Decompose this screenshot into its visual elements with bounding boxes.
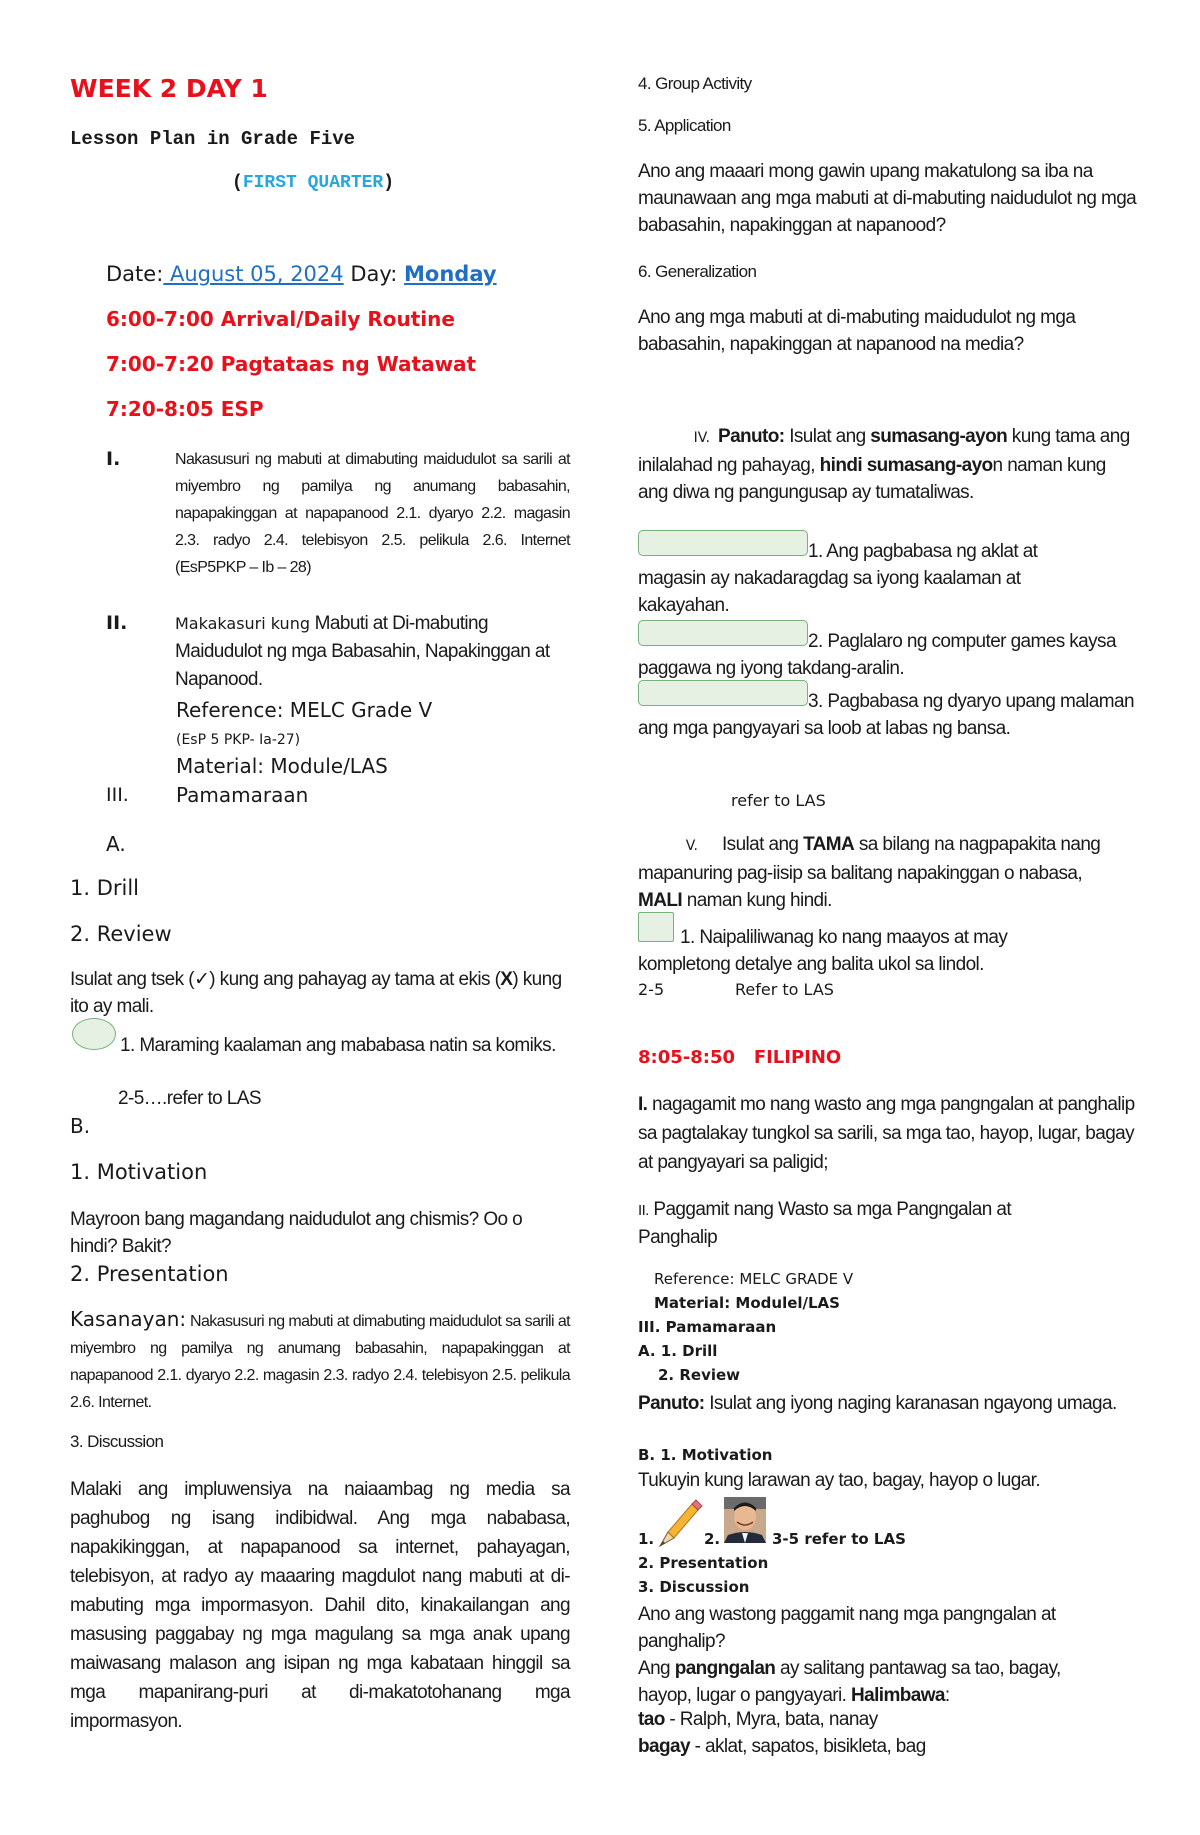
example-bagay: bagay - aklat, sapatos, bisikleta, bag (638, 1736, 926, 1757)
kasanayan-label: Kasanayan: (70, 1307, 187, 1331)
person-photo (724, 1497, 766, 1543)
roman-one: I. (106, 448, 121, 470)
check-icon: ✓ (193, 969, 210, 990)
presentation-heading: 2. Presentation (70, 1262, 229, 1286)
schedule-flag: 7:00-7:20 Pagtataas ng Watawat (106, 352, 477, 376)
roman-five: V. (685, 838, 698, 854)
group-activity: 4. Group Activity (638, 74, 752, 93)
panuto-iv: IV. Panuto: Isulat ang sumasang-ayon kung tama ang inilalahad ng pahayag, hindi sumasang-ayon naman kung ang diwa ng pangungusap ay tumataliwas. (638, 426, 1130, 503)
quarter-label: FIRST QUARTER (242, 173, 384, 193)
roman-three: III. (106, 784, 129, 806)
filipino-content: II. Paggamit nang Wasto sa mga Pangngalan at Panghalip (638, 1199, 1012, 1248)
iv-item-3: 3. Pagbabasa ng dyaryo upang malaman ang mga pangyayari sa loob at labas ng bansa. (638, 691, 1134, 739)
filipino-time: 8:05-8:50 FILIPINO (638, 1047, 842, 1068)
review-item-2-5: 2-5….refer to LAS (118, 1088, 261, 1109)
section-b: B. (70, 1114, 91, 1138)
date-line (106, 262, 497, 286)
filipino-reference: Reference: MELC GRADE V (654, 1270, 854, 1288)
discussion-heading: 3. Discussion (70, 1432, 164, 1451)
generalization-question: Ano ang mga mabuti at di-mabuting maidudulot ng mga babasahin, napakinggan at napanood na media? (638, 307, 1076, 355)
filipino-review: 2. Review (658, 1366, 741, 1384)
pencil-icon (654, 1496, 704, 1550)
iv-item-2: 2. Paglalaro ng computer games kaysa paggawa ng iyong takdang-aralin. (638, 631, 1116, 679)
discussion-text: Malaki ang impluwensiya na naiaambag ng media sa paghubog ng isang indibidwal. Ang mga nababasa, napakikinggan, at napapanood sa internet, pahayagan, telebisyon, at radyo ay maaaring magdulot nang mabuti at di-mabuting mga impormasyon. Dahil dito, kinakailangan ang masusing paggabay ng mga magulang sa mga anak upang maiwasang malason ang isipan ng mga kabataan hinggil sa mga mapanirang-puri at di-makatotohanang mga impormasyon. (70, 1479, 570, 1732)
filipino-discussion-question: Ano ang wastong paggamit nang mga pangngalan at panghalip? (638, 1604, 1056, 1652)
filipino-panuto: Panuto: Isulat ang iyong naging karanasan ngayong umaga. (638, 1393, 1117, 1414)
filipino-discussion: 3. Discussion (638, 1578, 750, 1596)
filipino-objective: I. nagagamit mo nang wasto ang mga pangngalan at panghalip sa pagtalakay tungkol sa sarili, sa mga tao, hayop, lugar, bagay at pangyayari sa paligid; (638, 1094, 1135, 1173)
schedule-esp: 7:20-8:05 ESP (106, 397, 264, 421)
date-value: August 05, 2024 (163, 262, 344, 286)
section-a: A. (106, 832, 126, 856)
motivation-heading: 1. Motivation (70, 1160, 208, 1184)
review-instruction: Isulat ang tsek (✓) kung ang pahayag ay tama at ekis (X) kung ito ay mali. (70, 969, 562, 1017)
roman-two: II. (106, 612, 128, 634)
pic-refer: 3-5 refer to LAS (772, 1530, 906, 1548)
roman-four: IV. (693, 430, 710, 446)
x-icon: X (500, 969, 513, 990)
section-v: V. Isulat ang TAMA sa bilang na nagpapakita nang mapanuring pag-iisip sa balitang napakinggan o nabasa, MALI naman kung hindi. (638, 834, 1101, 911)
v-refer: Refer to LAS (735, 980, 834, 999)
lesson-plan-title: Lesson Plan in Grade Five (70, 128, 356, 150)
filipino-pamamaraan: III. Pamamaraan (638, 1318, 777, 1336)
schedule-arrival: 6:00-7:00 Arrival/Daily Routine (106, 307, 455, 331)
v-range: 2-5 (638, 980, 665, 999)
quarter-line: (FIRST QUARTER) (232, 173, 395, 193)
day-label: Day: (350, 262, 398, 286)
filipino-drill: A. 1. Drill (638, 1342, 718, 1360)
pangngalan-definition: Ang pangngalan ay salitang pantawag sa tao, bagay, hayop, lugar o pangyayari. Halimbawa: (638, 1658, 1061, 1706)
pic-number-2: 2. (704, 1530, 721, 1548)
esp-objective: Nakasusuri ng mabuti at dimabuting maidudulot sa sarili at miyembro ng pamilya ng anumang babasahin, napapakinggan at napapanood 2.1. dyaryo 2.2. magasin 2.3. radyo 2.4. telebisyon 2.5. pelikula 2.6. Internet (EsP5PKP – Ib – 28) (175, 451, 570, 576)
kasanayan: Kasanayan: Nakasusuri ng mabuti at dimabuting maidudulot sa sarili at miyembro ng pamilya ng anumang babasahin, napapakinggan at napapanood 2.1. dyaryo 2.2. magasin 2.3. radyo 2.4. telebisyon 2.5. pelikula 2.6. Internet. (70, 1307, 570, 1411)
iv-item-1: 1. Ang pagbabasa ng aklat at magasin ay nakadaragdag sa iyong kaalaman at kakayahan. (638, 541, 1038, 616)
application-question: Ano ang maaari mong gawin upang makatulong sa iba na maunawaan ang mga mabuti at di-mabuting naidudulot ng mga babasahin, napakinggan at napanood? (638, 161, 1137, 236)
filipino-presentation: 2. Presentation (638, 1554, 769, 1572)
filipino-material: Material: Modulel/LAS (654, 1294, 840, 1312)
motivation-question: Mayroon bang magandang naidudulot ang chismis? Oo o hindi? Bakit? (70, 1209, 523, 1257)
review-item-1: 1. Maraming kaalaman ang mababasa natin sa komiks. (120, 1035, 556, 1056)
week-day-title: WEEK 2 DAY 1 (70, 74, 268, 103)
esp-reference: Reference: MELC Grade V (176, 698, 433, 722)
v-item-1: 1. Naipaliliwanag ko nang maayos at may kompletong detalye ang balita ukol sa lindol. (638, 927, 1008, 975)
esp-content: Makakasuri kung Mabuti at Di-mabuting Maidudulot ng mga Babasahin, Napakinggan at Napanood. (175, 613, 550, 690)
date-label: Date: (106, 262, 164, 286)
example-tao: tao - Ralph, Myra, bata, nanay (638, 1709, 878, 1730)
filipino-motivation-question: Tukuyin kung larawan ay tao, bagay, hayop o lugar. (638, 1470, 1040, 1491)
drill-heading: 1. Drill (70, 876, 140, 900)
application-heading: 5. Application (638, 116, 731, 135)
review-heading: 2. Review (70, 922, 172, 946)
esp-code: (EsP 5 PKP- Ia-27) (176, 732, 301, 748)
pamamaraan: Pamamaraan (176, 783, 309, 807)
day-value: Monday (404, 262, 497, 286)
generalization-heading: 6. Generalization (638, 262, 757, 281)
refer-las: refer to LAS (731, 791, 826, 810)
esp-material: Material: Module/LAS (176, 754, 388, 778)
pic-number-1: 1. (638, 1530, 655, 1548)
filipino-motivation: B. 1. Motivation (638, 1446, 773, 1464)
